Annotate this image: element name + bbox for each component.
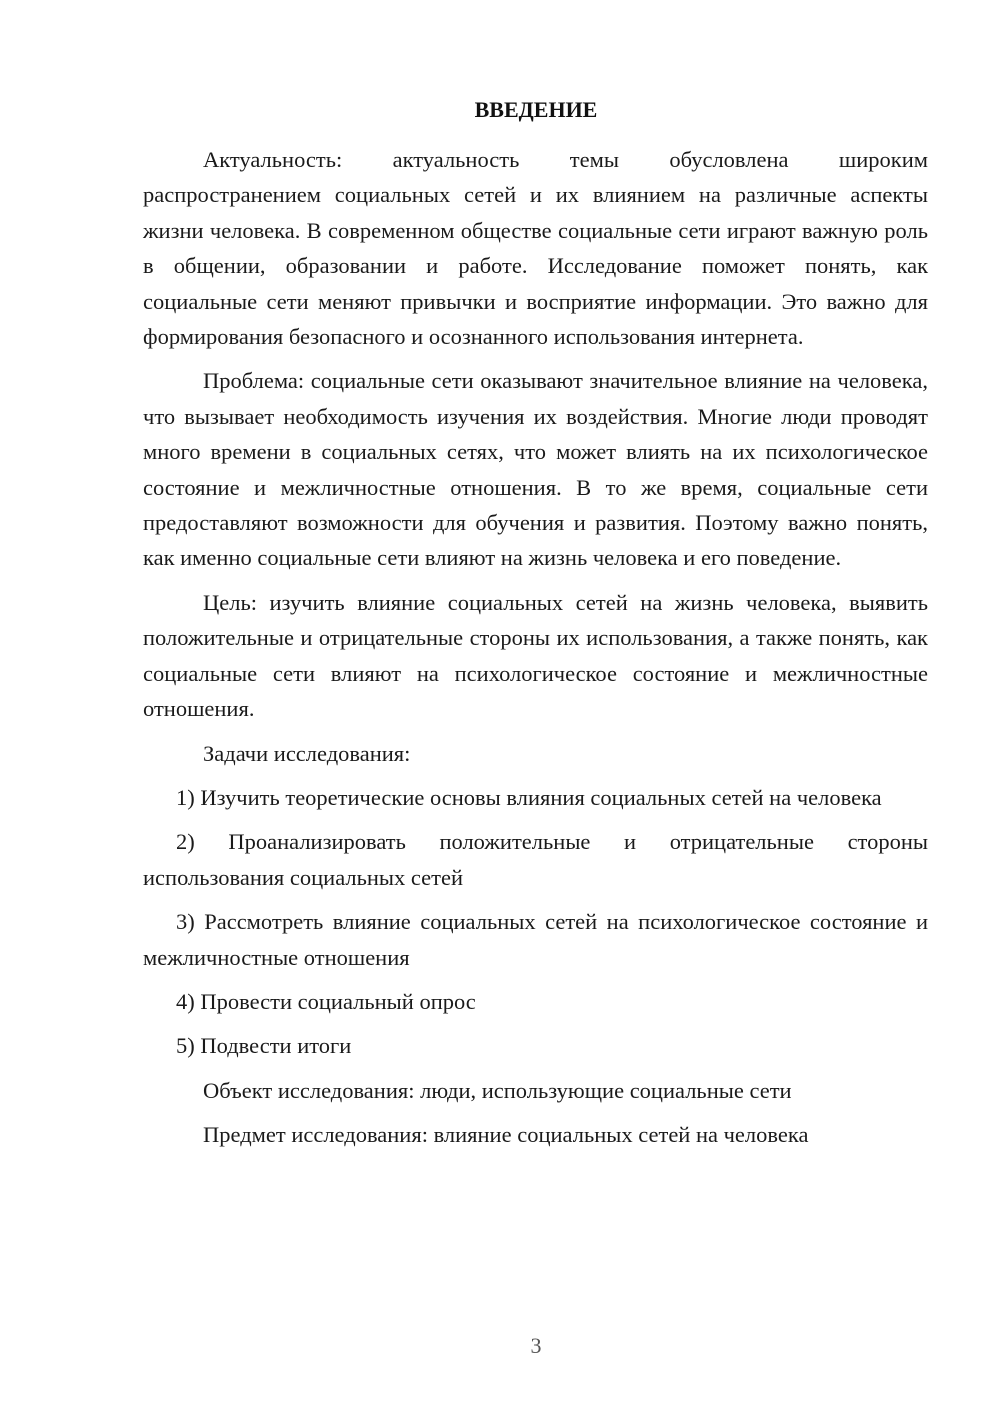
tasks-heading: Задачи исследования:: [203, 740, 411, 766]
task-item-1: 1) Изучить теоретические основы влияния социальных сетей на человека: [176, 784, 882, 810]
paragraph-problem: Проблема: социальные сети оказывают значительное влияние на человека, что вызывает необходимость изучения их воздействия. Многие люди проводят много времени в социальных сетях, что может влиять на их психологическое состояние и межличностные отношения. В то же время, социальные сети предоставляют возможности для обучения и развития. Поэтому важно понять, как именно социальные сети влияют на жизнь человека и его поведение.: [143, 368, 928, 571]
task-item-2: 2) Проанализировать положительные и отрицательные стороны использования социальных сетей: [143, 829, 928, 890]
paragraph-goal: Цель: изучить влияние социальных сетей на жизнь человека, выявить положительные и отрицательные стороны их использования, а также понять, как социальные сети влияют на психологическое состояние и межличностные отношения.: [143, 589, 928, 722]
document-body: [143, 142, 928, 1162]
section-title: ВВЕДЕНИЕ: [474, 97, 598, 122]
research-object: Объект исследования: люди, использующие социальные сети: [203, 1077, 792, 1103]
research-subject: Предмет исследования: влияние социальных сетей на человека: [203, 1122, 809, 1148]
paragraph-relevance: Актуальность: актуальность темы обусловлена широким распространением социальных сетей и их влиянием на различные аспекты жизни человека. В современном обществе социальные сети играют важную роль в общении, образовании и работе. Исследование поможет понять, как социальные сети меняют привычки и восприятие информации. Это важно для формирования безопасного и осознанного использования интернета.: [143, 147, 928, 350]
task-item-5: 5) Подвести итоги: [176, 1033, 352, 1059]
task-item-3: 3) Рассмотреть влияние социальных сетей на психологическое состояние и межличностные отношения: [143, 909, 928, 970]
task-item-4: 4) Провести социальный опрос: [176, 988, 476, 1014]
page-number: 3: [530, 1333, 542, 1358]
